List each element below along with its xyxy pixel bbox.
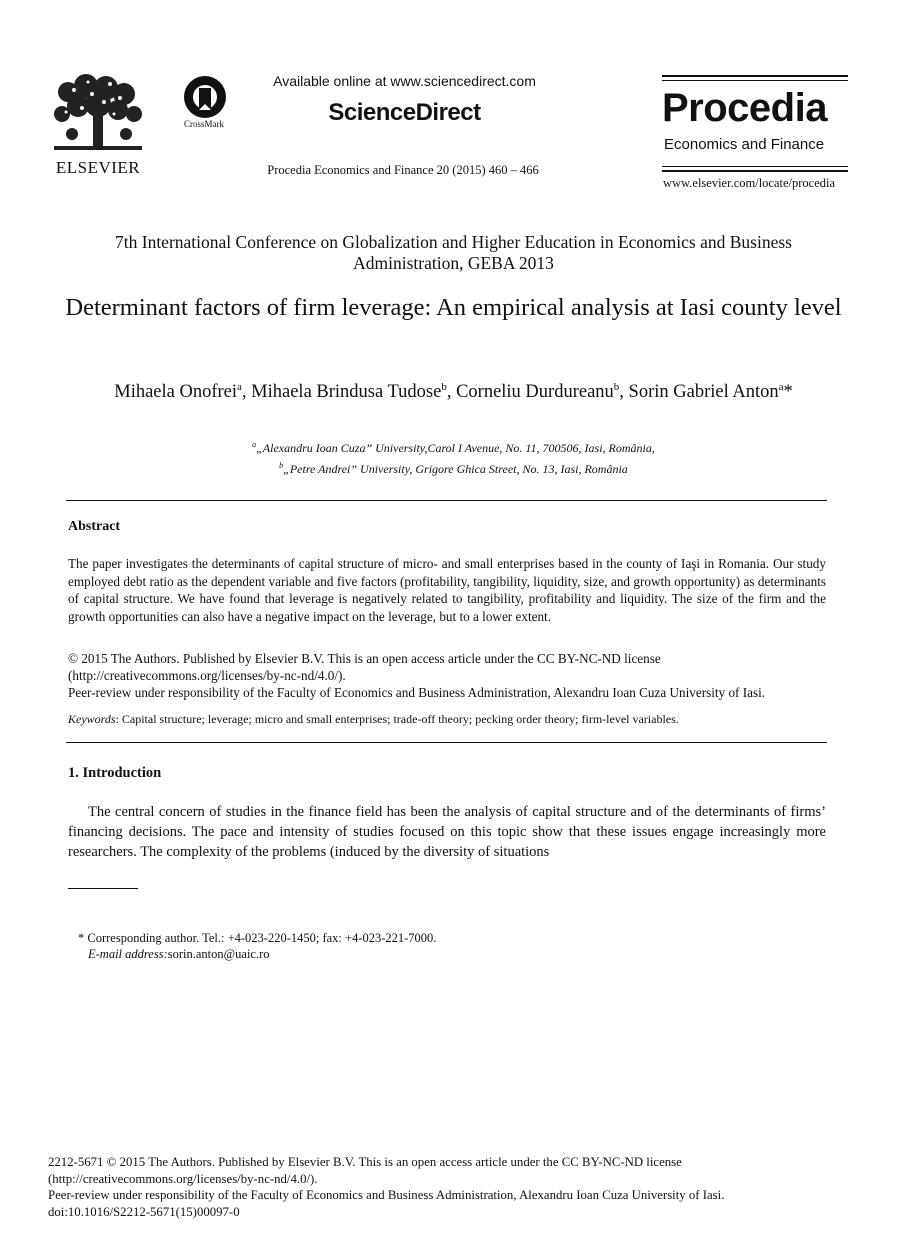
peer-review-line: Peer-review under responsibility of the Faculty of Economics and Business Administration, Alexandru Ioan Cuza University of Iasi. — [68, 685, 766, 700]
footer-peer-review: Peer-review under responsibility of the Faculty of Economics and Business Administration, Alexandru Ioan Cuza University of Iasi. — [48, 1188, 725, 1202]
footnote-rule — [68, 888, 138, 889]
abstract-heading: Abstract — [68, 519, 121, 534]
procedia-top-rule-thin — [662, 80, 848, 81]
section-heading-introduction: 1. Introduction — [68, 765, 162, 781]
affiliation-b — [60, 457, 847, 478]
footer-license-link[interactable]: (http://creativecommons.org/licenses/by-nc-nd/4.0/). — [48, 1171, 318, 1186]
footnote-corresponding: * Corresponding author. Tel.: +4-023-220-1450; fax: +4-023-221-7000. — [78, 931, 437, 945]
procedia-subtitle: Economics and Finance — [664, 136, 825, 153]
author: Corneliu Durdureanu — [456, 382, 614, 403]
available-online-text: Available online at www.sciencedirect.com — [273, 73, 536, 89]
author: Mihaela Brindusa Tudose — [251, 382, 442, 403]
author-separator: , — [241, 382, 252, 403]
footnote-email — [88, 947, 270, 962]
author-separator: , — [619, 382, 629, 403]
author-affil-sup: b — [441, 381, 447, 393]
page-footer — [48, 1154, 848, 1220]
procedia-mid-rule-thick — [662, 170, 848, 172]
copyright-block — [68, 650, 826, 701]
affil-text: „Petre Andrei” University, Grigore Ghica Street, No. 13, Iasi, România — [283, 462, 628, 476]
affiliations — [60, 436, 847, 478]
author-affil-sup: b — [613, 381, 620, 393]
procedia-top-rule — [662, 75, 848, 77]
elsevier-wordmark: ELSEVIER — [55, 158, 141, 177]
footer-issn-line: 2212-5671 © 2015 The Authors. Published by Elsevier B.V. This is an open access article under the CC BY-NC-ND license — [48, 1155, 682, 1169]
affil-sup: a — [252, 440, 257, 449]
affil-text: „Alexandru Ioan Cuza” University,Carol I Avenue, No. 11, 700506, Iasi, România, — [256, 441, 655, 455]
author-affil-sup: a — [778, 381, 784, 393]
keywords-label: Keywords — [68, 712, 116, 726]
author-separator: , — [446, 382, 457, 403]
email-address[interactable]: sorin.anton@uaic.ro — [167, 947, 270, 961]
crossmark-label: CrossMark — [184, 119, 224, 129]
conference-name: 7th International Conference on Globalization and Higher Education in Economics and Business Administration, GEBA 2013 — [115, 232, 792, 273]
footer-doi[interactable]: doi:10.1016/S2212-5671(15)00097-0 — [48, 1204, 240, 1219]
procedia-mid-rule — [662, 166, 848, 167]
author: Sorin Gabriel Anton — [628, 382, 779, 403]
corresponding-asterisk: * — [783, 382, 793, 403]
license-link[interactable]: (http://creativecommons.org/licenses/by-nc-nd/4.0/). — [68, 668, 346, 683]
abstract-text: The paper investigates the determinants of capital structure of micro- and small enterprises based in the county of Iaşi in Romania. Our study employed debt ratio as the dependent variable and five factors (profitability, tangibility, liquidity, size, and growth opportunity) as determinants of capital structure. We have found that leverage is negatively related to tangibility, profitability and liquidity. The size of the firm and the growth opportunities can also have a negative impact on the leverage, but to a lower extent. — [68, 556, 826, 624]
affil-sup: b — [279, 461, 284, 470]
author: Mihaela Onofrei — [114, 382, 238, 403]
keywords-text: : Capital structure; leverage; micro and small enterprises; trade-off theory; pecking order theory; firm-level variables. — [115, 712, 679, 726]
copyright-line: © 2015 The Authors. Published by Elsevier B.V. This is an open access article under the CC BY-NC-ND license — [68, 651, 661, 666]
journal-reference: Procedia Economics and Finance 20 (2015) 460 – 466 — [267, 163, 539, 177]
abstract-top-rule — [66, 500, 827, 501]
affiliation-a — [60, 436, 847, 457]
introduction-text: The central concern of studies in the finance field has been the analysis of capital structure and of the determinants of firms’ financing decisions. The pace and intensity of studies focused on this topic show that these issues engage increasingly more researchers. The complexity of the problems (induced by the diversity of situations — [68, 804, 826, 860]
keywords-line — [68, 712, 826, 727]
procedia-url-link[interactable]: www.elsevier.com/locate/procedia — [663, 176, 836, 190]
author-list — [60, 374, 847, 405]
abstract-bottom-rule — [66, 742, 827, 743]
email-label: E-mail address: — [88, 947, 168, 961]
sciencedirect-logo: ScienceDirect — [328, 99, 481, 126]
procedia-logo: Procedia — [662, 86, 827, 130]
author-affil-sup: a — [237, 381, 242, 393]
paper-title: Determinant factors of firm leverage: An empirical analysis at Iasi county level — [65, 294, 842, 321]
